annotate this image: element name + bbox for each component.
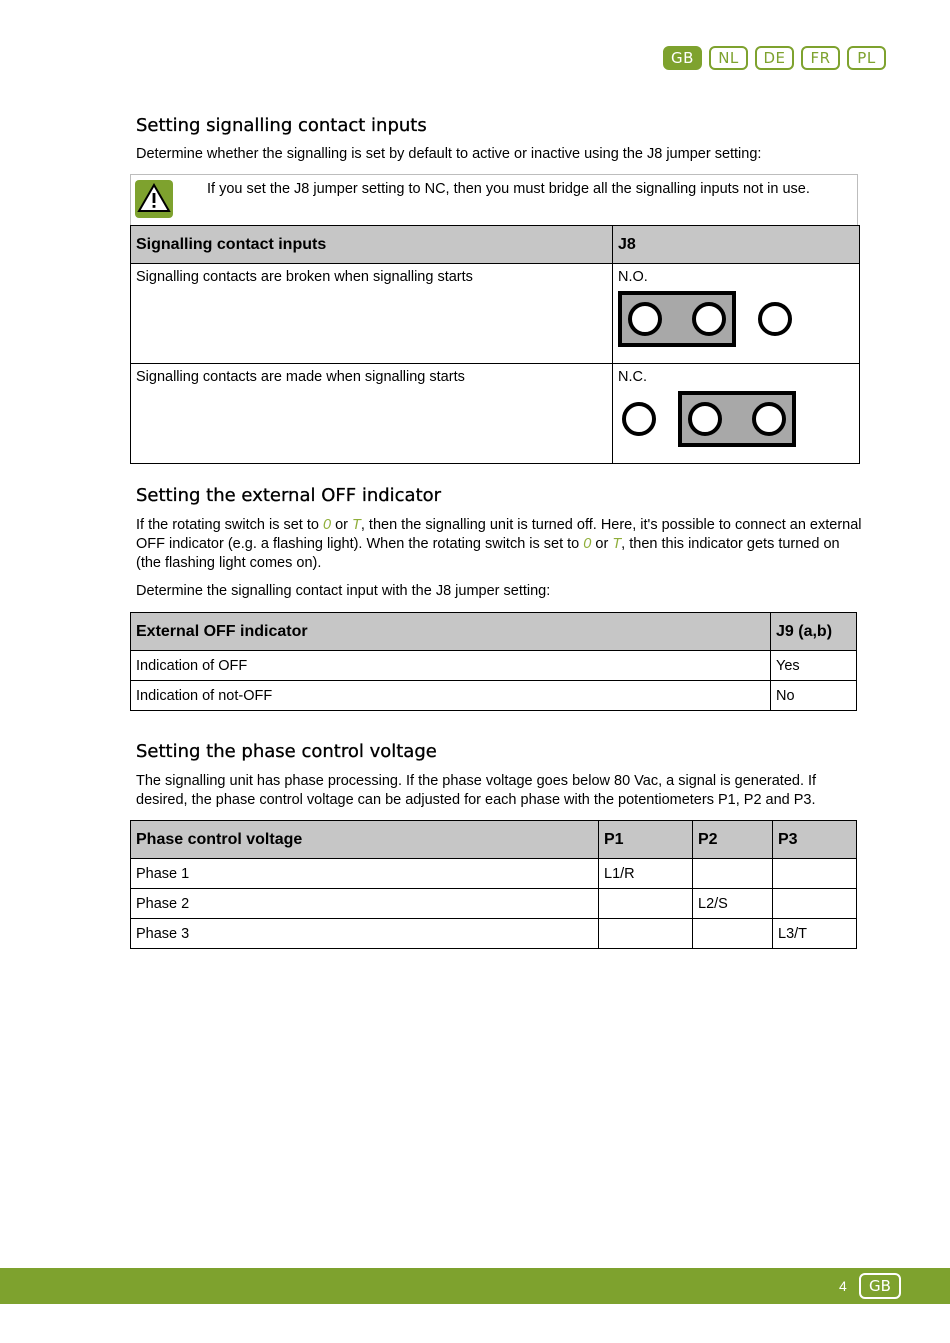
table-cell: Signalling contacts are made when signalling starts	[131, 364, 613, 464]
table-cell	[599, 919, 693, 949]
lang-tab-pl[interactable]: PL	[847, 46, 886, 70]
lang-tab-de[interactable]: DE	[755, 46, 794, 70]
j8-table	[130, 225, 860, 464]
warning-box	[130, 174, 858, 226]
phase-control-table	[130, 820, 857, 949]
table-header: External OFF indicator	[131, 613, 771, 651]
lang-tab-gb[interactable]: GB	[663, 46, 702, 70]
jumper-no-diagram	[618, 291, 798, 351]
table-row	[131, 859, 857, 889]
table-header: Signalling contact inputs	[131, 226, 613, 264]
section3-paragraph: The signalling unit has phase processing. If the phase voltage goes below 80 Vac, a signal is generated. If desired, the phase control voltage can be adjusted for each phase with the potentiometers P1, P2 and P3.	[136, 773, 817, 808]
table-header: J8	[613, 226, 860, 264]
language-tabs	[663, 46, 886, 70]
lang-tab-nl[interactable]: NL	[709, 46, 748, 70]
jumper-setting-label: N.O.	[618, 269, 648, 285]
table-cell	[693, 859, 773, 889]
table-cell: Phase 2	[131, 889, 599, 919]
table-cell	[693, 919, 773, 949]
external-off-table	[130, 612, 857, 711]
table-cell: Indication of OFF	[131, 651, 771, 681]
page-number: 4	[839, 1278, 847, 1294]
section1-intro: Determine whether the signalling is set by default to active or inactive using the J8 jumper setting:	[136, 146, 762, 162]
table-row	[131, 651, 857, 681]
warning-text: If you set the J8 jumper setting to NC, then you must bridge all the signalling inputs not in use.	[207, 181, 810, 197]
table-cell	[773, 859, 857, 889]
table-row	[131, 264, 860, 364]
table-header: J9 (a,b)	[771, 613, 857, 651]
table-cell: Signalling contacts are broken when signalling starts	[131, 264, 613, 364]
table-cell: Phase 1	[131, 859, 599, 889]
table-row	[131, 919, 857, 949]
table-cell: L3/T	[773, 919, 857, 949]
footer-bar	[0, 1268, 950, 1304]
table-header: P2	[693, 821, 773, 859]
section2-paragraph: If the rotating switch is set to 0 or T, then the signalling unit is turned off. Here, it's possible to connect an external OFF indicator (e.g. a flashing light). When the rotating switch is set to 0 or T, then this indicator gets turned on (the flashing light comes on).	[136, 517, 862, 571]
table-cell: No	[771, 681, 857, 711]
lang-tab-fr[interactable]: FR	[801, 46, 840, 70]
table-cell: Indication of not-OFF	[131, 681, 771, 711]
table-header: P3	[773, 821, 857, 859]
section-title-external-off: Setting the external OFF indicator	[136, 485, 442, 506]
table-cell	[599, 889, 693, 919]
footer-lang-tab: GB	[859, 1273, 901, 1299]
section-title-phase-control: Setting the phase control voltage	[136, 741, 437, 762]
table-cell: Yes	[771, 651, 857, 681]
jumper-setting-label: N.C.	[618, 369, 647, 385]
table-cell: L2/S	[693, 889, 773, 919]
table-cell: Phase 3	[131, 919, 599, 949]
section2-intro: Determine the signalling contact input with the J8 jumper setting:	[136, 583, 551, 599]
section-title-signalling-inputs: Setting signalling contact inputs	[136, 115, 427, 136]
jumper-nc-diagram	[618, 391, 798, 451]
table-cell	[773, 889, 857, 919]
table-header: Phase control voltage	[131, 821, 599, 859]
table-row	[131, 681, 857, 711]
table-cell: L1/R	[599, 859, 693, 889]
table-row	[131, 889, 857, 919]
table-row	[131, 364, 860, 464]
warning-triangle-icon	[135, 180, 173, 218]
table-header: P1	[599, 821, 693, 859]
